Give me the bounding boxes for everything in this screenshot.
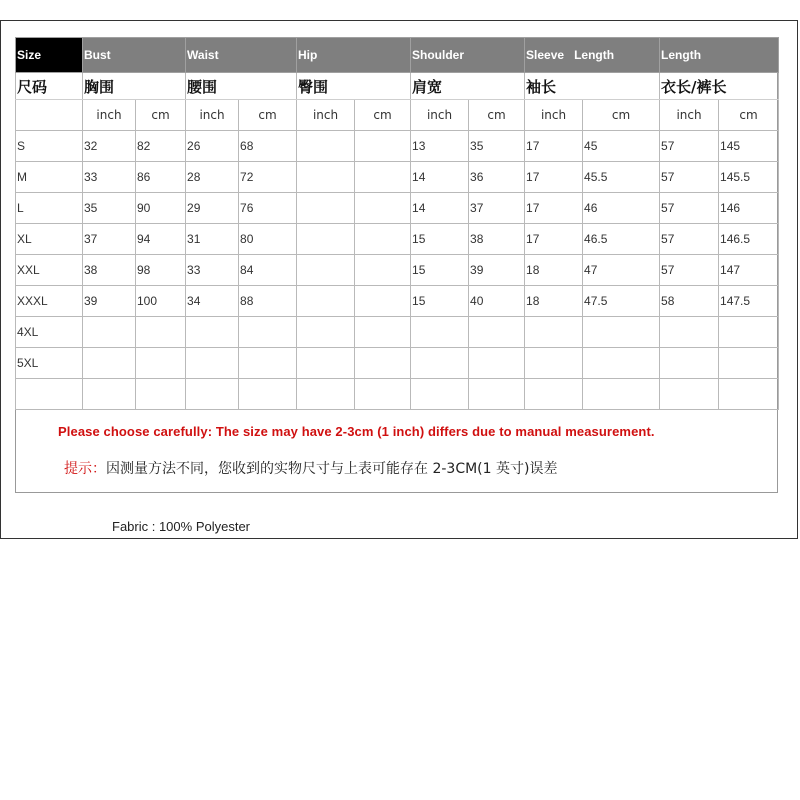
measurement-cell [239,348,297,379]
measurement-cell: 46.5 [583,224,660,255]
measurement-cell: 39 [83,286,136,317]
measurement-cell [583,348,660,379]
header-cn-hip: 臀围 [297,73,411,100]
measurement-cell [297,286,355,317]
header-bust: Bust [83,38,186,73]
header-cn-length: 衣长/裤长 [660,73,779,100]
measurement-cell [719,379,779,410]
measurement-cell: 98 [136,255,186,286]
measurement-cell: 28 [186,162,239,193]
size-label: M [16,162,83,193]
measurement-cell: 88 [239,286,297,317]
measurement-cell: 13 [411,131,469,162]
header-shoulder: Shoulder [411,38,525,73]
measurement-cell [469,379,525,410]
header-waist: Waist [186,38,297,73]
header-cn-bust: 胸围 [83,73,186,100]
measurement-cell [83,379,136,410]
measurement-cell: 14 [411,162,469,193]
measurement-cell [355,131,411,162]
measurement-cell: 45.5 [583,162,660,193]
measurement-cell [355,224,411,255]
measurement-cell: 57 [660,131,719,162]
measurement-cell [355,193,411,224]
unit-label: inch [83,100,136,131]
measurement-cell [525,379,583,410]
measurement-cell: 35 [469,131,525,162]
measurement-warning-cn [64,458,557,478]
measurement-cell: 57 [660,255,719,286]
measurement-cell: 45 [583,131,660,162]
measurement-cell: 57 [660,162,719,193]
measurement-cell: 37 [469,193,525,224]
measurement-cell [469,317,525,348]
measurement-cell: 84 [239,255,297,286]
measurement-cell: 17 [525,193,583,224]
unit-row [16,100,779,131]
measurement-cell [660,317,719,348]
table-row [16,348,779,379]
measurement-cell [355,317,411,348]
measurement-cell: 147.5 [719,286,779,317]
measurement-cell [411,317,469,348]
measurement-cell [660,348,719,379]
measurement-cell: 15 [411,255,469,286]
unit-label: inch [525,100,583,131]
size-label [16,379,83,410]
measurement-cell: 35 [83,193,136,224]
size-label: L [16,193,83,224]
measurement-cell [411,348,469,379]
measurement-cell: 29 [186,193,239,224]
measurement-cell [136,317,186,348]
table-row [16,379,779,410]
measurement-cell: 38 [469,224,525,255]
measurement-cell [297,224,355,255]
size-chart-table [15,37,779,410]
measurement-cell: 100 [136,286,186,317]
measurement-cell: 26 [186,131,239,162]
measurement-cell: 46 [583,193,660,224]
measurement-cell [660,379,719,410]
measurement-cell: 34 [186,286,239,317]
measurement-cell [297,379,355,410]
table-row [16,131,779,162]
size-label: 4XL [16,317,83,348]
table-row [16,286,779,317]
measurement-cell [186,379,239,410]
measurement-cell: 68 [239,131,297,162]
header-row-en [16,38,779,73]
unit-label: inch [186,100,239,131]
measurement-cell: 147 [719,255,779,286]
measurement-cell: 146.5 [719,224,779,255]
measurement-cell [719,317,779,348]
measurement-cell: 47.5 [583,286,660,317]
measurement-cell [355,348,411,379]
measurement-cell: 15 [411,224,469,255]
measurement-cell [297,348,355,379]
measurement-cell: 40 [469,286,525,317]
measurement-cell: 76 [239,193,297,224]
measurement-cell: 36 [469,162,525,193]
header-cn-sleeve: 袖长 [525,73,660,100]
unit-label: cm [719,100,779,131]
measurement-cell: 33 [83,162,136,193]
measurement-cell: 18 [525,286,583,317]
warning-text-cn: 因测量方法不同，您收到的实物尺寸与上表可能存在 2-3CM(1 英寸)误差 [106,461,558,477]
measurement-cell: 14 [411,193,469,224]
header-cn-shoulder: 肩宽 [411,73,525,100]
measurement-cell [583,317,660,348]
size-label: XL [16,224,83,255]
measurement-cell: 39 [469,255,525,286]
measurement-cell [297,162,355,193]
measurement-cell [297,193,355,224]
header-size: Size [16,38,83,73]
measurement-cell: 90 [136,193,186,224]
table-row [16,255,779,286]
unit-label: cm [136,100,186,131]
measurement-cell: 72 [239,162,297,193]
header-cn-size: 尺码 [16,73,83,100]
measurement-cell: 58 [660,286,719,317]
measurement-cell [355,255,411,286]
measurement-cell: 32 [83,131,136,162]
measurement-cell [355,379,411,410]
measurement-cell [83,348,136,379]
measurement-cell [469,348,525,379]
warning-label-cn: 提示： [64,461,106,477]
measurement-cell [186,348,239,379]
measurement-cell: 15 [411,286,469,317]
measurement-cell [355,286,411,317]
unit-label: cm [469,100,525,131]
measurement-cell: 31 [186,224,239,255]
measurement-cell [411,379,469,410]
measurement-warning-en: Please choose carefully: The size may have 2-3cm (1 inch) differs due to manual measurement. [58,424,655,439]
measurement-cell: 57 [660,193,719,224]
measurement-cell: 94 [136,224,186,255]
unit-label: cm [583,100,660,131]
header-row-cn [16,73,779,100]
fabric-info: Fabric : 100% Polyester [112,519,251,534]
measurement-cell [719,348,779,379]
measurement-cell: 57 [660,224,719,255]
measurement-cell: 80 [239,224,297,255]
measurement-cell [239,379,297,410]
measurement-cell [297,131,355,162]
table-row [16,162,779,193]
size-rows [16,131,779,410]
measurement-cell: 82 [136,131,186,162]
measurement-cell [136,348,186,379]
table-row [16,317,779,348]
table-row [16,224,779,255]
size-label: XXL [16,255,83,286]
measurement-cell [136,379,186,410]
measurement-cell: 37 [83,224,136,255]
unit-label: inch [411,100,469,131]
measurement-cell: 17 [525,162,583,193]
measurement-cell: 17 [525,131,583,162]
measurement-cell [355,162,411,193]
measurement-cell [83,317,136,348]
header-length: Length [660,38,779,73]
measurement-cell [525,348,583,379]
measurement-cell: 145 [719,131,779,162]
size-label: 5XL [16,348,83,379]
measurement-cell [297,255,355,286]
header-sleeve-length: Sleeve Length [525,38,660,73]
size-label: S [16,131,83,162]
size-label: XXXL [16,286,83,317]
unit-label: cm [355,100,411,131]
measurement-cell: 145.5 [719,162,779,193]
measurement-cell: 17 [525,224,583,255]
unit-label: cm [239,100,297,131]
unit-label: inch [297,100,355,131]
measurement-cell [583,379,660,410]
header-cn-waist: 腰围 [186,73,297,100]
unit-blank [16,100,83,131]
measurement-cell: 33 [186,255,239,286]
measurement-cell: 146 [719,193,779,224]
measurement-cell: 47 [583,255,660,286]
unit-label: inch [660,100,719,131]
measurement-cell [186,317,239,348]
measurement-cell: 86 [136,162,186,193]
measurement-cell [525,317,583,348]
measurement-cell: 38 [83,255,136,286]
measurement-cell [297,317,355,348]
measurement-cell [239,317,297,348]
header-hip: Hip [297,38,411,73]
measurement-cell: 18 [525,255,583,286]
table-row [16,193,779,224]
